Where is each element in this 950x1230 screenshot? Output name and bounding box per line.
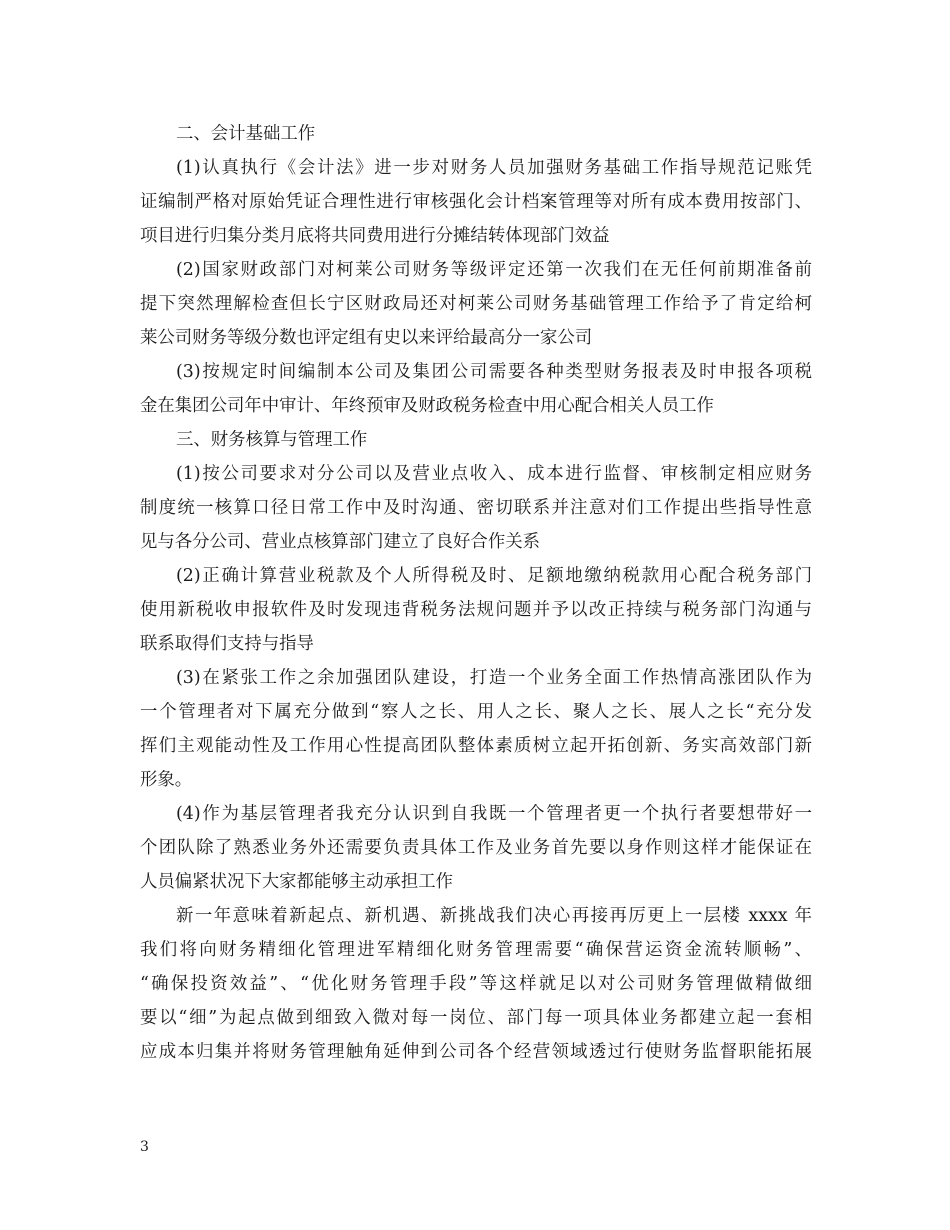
text-line: 证编制严格对原始凭证合理性进行审核强化会计档案管理等对所有成本费用按部门、	[140, 192, 812, 212]
page-number: 3	[140, 1139, 149, 1155]
text-line: 个团队除了熟悉业务外还需要负责具体工作及业务首先要以身作则这样才能保证在	[140, 838, 812, 858]
text-line: (2)国家财政部门对柯莱公司财务等级评定还第一次我们在无任何前期准备前	[176, 260, 812, 280]
text-line: 二、会计基础工作	[176, 124, 316, 144]
text-line: 一个管理者对下属充分做到“察人之长、用人之长、聚人之长、展人之长“充分发	[140, 702, 812, 722]
text-line: 金在集团公司年中审计、年终预审及财政税务检查中用心配合相关人员工作	[140, 396, 714, 416]
document-body	[140, 117, 812, 1069]
text-line: 制度统一核算口径日常工作中及时沟通、密切联系并注意对们工作提出些指导性意	[140, 498, 812, 518]
text-line: (4)作为基层管理者我充分认识到自我既一个管理者更一个执行者要想带好一	[176, 804, 812, 824]
text-line: 挥们主观能动性及工作用心性提高团队整体素质树立起开拓创新、务实高效部门新	[140, 736, 812, 756]
text-line: (1)按公司要求对分公司以及营业点收入、成本进行监督、审核制定相应财务	[176, 464, 812, 484]
text-line: 莱公司财务等级分数也评定组有史以来评给最高分一家公司	[140, 328, 593, 348]
text-line: 三、财务核算与管理工作	[176, 430, 368, 450]
text-line: 见与各分公司、营业点核算部门建立了良好合作关系	[140, 532, 540, 552]
text-line: 新一年意味着新起点、新机遇、新挑战我们决心再接再厉更上一层楼 xxxx 年	[176, 906, 812, 926]
text-line: 项目进行归集分类月底将共同费用进行分摊结转体现部门效益	[140, 226, 610, 246]
text-line: “确保投资效益”、“优化财务管理手段”等这样就足以对公司财务管理做精做细	[140, 974, 812, 994]
text-line: (1)认真执行《会计法》进一步对财务人员加强财务基础工作指导规范记账凭	[176, 158, 812, 178]
text-line: 人员偏紧状况下大家都能够主动承担工作	[140, 872, 454, 892]
text-line: 联系取得们支持与指导	[140, 634, 314, 654]
text-line: 要以“细”为起点做到细致入微对每一岗位、部门每一项具体业务都建立起一套相	[140, 1008, 812, 1028]
text-line: 我们将向财务精细化管理进军精细化财务管理需要“确保营运资金流转顺畅”、	[140, 940, 812, 960]
text-line: (3)按规定时间编制本公司及集团公司需要各种类型财务报表及时申报各项税	[176, 362, 812, 382]
text-line: (2)正确计算营业税款及个人所得税及时、足额地缴纳税款用心配合税务部门	[176, 566, 812, 586]
text-line: (3)在紧张工作之余加强团队建设，打造一个业务全面工作热情高涨团队作为	[176, 668, 812, 688]
text-line: 应成本归集并将财务管理触角延伸到公司各个经营领域透过行使财务监督职能拓展	[140, 1042, 812, 1062]
text-line: 提下突然理解检查但长宁区财政局还对柯莱公司财务基础管理工作给予了肯定给柯	[140, 294, 812, 314]
text-line: 形象。	[140, 770, 193, 790]
text-line: 使用新税收申报软件及时发现违背税务法规问题并予以改正持续与税务部门沟通与	[140, 600, 812, 620]
